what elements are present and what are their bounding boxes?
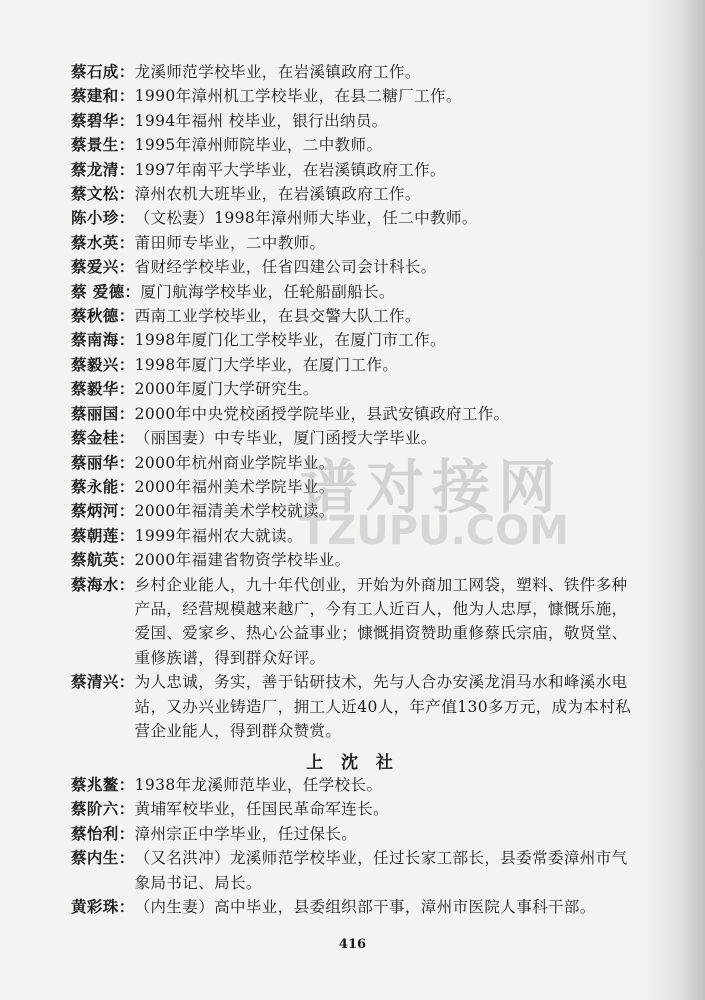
list-item bbox=[71, 304, 671, 328]
person-description: 1994年福州 校毕业，银行出纳员。 bbox=[134, 111, 388, 130]
person-name: 蔡石成： bbox=[71, 62, 135, 81]
person-name: 蔡丽国： bbox=[71, 403, 135, 423]
person-name: 蔡怡利： bbox=[71, 823, 135, 843]
list-item bbox=[71, 797, 671, 821]
person-description: 厦门航海学校毕业，任轮船副船长。 bbox=[140, 282, 395, 301]
person-description: 2000年福建省物资学校毕业。 bbox=[134, 551, 351, 570]
person-name: 蔡景生： bbox=[71, 135, 135, 155]
person-description: 漳州宗正中学毕业，任过保长。 bbox=[134, 824, 358, 843]
list-item bbox=[71, 182, 671, 206]
person-name: 蔡永能： bbox=[71, 476, 135, 496]
list-item bbox=[71, 822, 671, 846]
person-description: 为人忠诚，务实，善于钻研技术，先与人合办安溪龙涓马水和峰溪水电 站，又办兴业铸造厂，拥工人近40人，年产值130多万元，成为本村私 营企业能人，得到群众赞赏。 bbox=[134, 673, 632, 740]
person-description: 黄埔军校毕业，任国民革命军连长。 bbox=[134, 800, 390, 819]
list-item bbox=[71, 280, 671, 304]
person-description: （文松妻）1998年漳州师大毕业，任二中教师。 bbox=[134, 209, 478, 228]
list-item bbox=[71, 60, 671, 84]
person-name: 蔡兆鳌： bbox=[71, 775, 135, 794]
person-name: 蔡建和： bbox=[71, 86, 135, 106]
person-name: 蔡阶六： bbox=[71, 799, 135, 819]
person-description: 2000年杭州商业学院毕业。 bbox=[134, 453, 335, 472]
list-item bbox=[71, 773, 671, 797]
person-name: 蔡龙清： bbox=[71, 159, 135, 179]
person-name: 蔡南海： bbox=[71, 330, 135, 350]
person-name: 蔡 爱德： bbox=[71, 281, 141, 301]
person-name: 蔡金桂： bbox=[71, 428, 135, 448]
list-item bbox=[71, 328, 671, 352]
person-description: 西南工业学校毕业，在县交警大队工作。 bbox=[134, 307, 421, 326]
person-description: （丽国妻）中专毕业，厦门函授大学毕业。 bbox=[134, 429, 437, 448]
person-name: 蔡海水： bbox=[71, 574, 135, 594]
person-name: 蔡毅兴： bbox=[71, 354, 135, 374]
person-description: 乡村企业能人，九十年代创业，开始为外商加工网袋，塑料、铁件多种 产品，经营规模越来越广，今有工人近百人，他为人忠厚，慷慨乐施， 爱国、爱家乡、热心公益事业；慷慨捐资赞助重修蔡氏宗庙，敬贤堂、 重修族谱，得到群众好评。 bbox=[134, 575, 628, 667]
person-name: 蔡毅华： bbox=[71, 379, 135, 399]
list-item bbox=[71, 84, 671, 108]
list-item bbox=[71, 573, 671, 671]
list-item bbox=[71, 402, 671, 426]
person-description: 1938年龙溪师范毕业，任学校长。 bbox=[134, 776, 383, 794]
person-description: 1990年漳州机工学校毕业，在县二糖厂工作。 bbox=[134, 87, 462, 106]
page-number: 416 bbox=[338, 937, 367, 952]
person-name: 陈小珍： bbox=[71, 208, 135, 228]
person-name: 蔡丽华： bbox=[71, 452, 135, 472]
person-description: 1998年厦门化工学校毕业，在厦门市工作。 bbox=[134, 331, 446, 350]
person-description: 1997年南平大学毕业，在岩溪镇政府工作。 bbox=[134, 160, 446, 179]
list-item bbox=[71, 353, 671, 377]
person-description: 莆田师专毕业，二中教师。 bbox=[134, 233, 326, 252]
list-item bbox=[71, 377, 671, 401]
person-name: 蔡内生： bbox=[71, 848, 135, 868]
list-item bbox=[71, 670, 671, 743]
person-description: 1998年厦门大学毕业，在厦门工作。 bbox=[134, 355, 399, 374]
person-name: 蔡清兴： bbox=[71, 672, 135, 692]
section-title: 上 沈 社 bbox=[306, 753, 399, 773]
person-description: 2000年厦门大学研究生。 bbox=[134, 380, 319, 399]
person-description: 1995年漳州师院毕业，二中教师。 bbox=[134, 136, 383, 155]
entry-list-1 bbox=[71, 60, 671, 743]
list-item bbox=[71, 206, 671, 230]
person-description: 2000年福州美术学院毕业。 bbox=[134, 477, 335, 496]
watermark-url: TZUPU.COM bbox=[300, 508, 569, 554]
entry-list-2 bbox=[71, 773, 671, 919]
list-item bbox=[71, 158, 671, 182]
person-name: 黄彩珠： bbox=[71, 897, 135, 917]
list-item bbox=[71, 255, 671, 279]
watermark-text: 谱对接网 bbox=[300, 453, 565, 521]
person-description: 龙溪师范学校毕业，在岩溪镇政府工作。 bbox=[134, 63, 421, 81]
person-name: 蔡爱兴： bbox=[71, 257, 135, 277]
list-item bbox=[71, 846, 671, 895]
person-description: （又名洪冲）龙溪师范学校毕业，任过长家工部长，县委常委漳州市气 象局书记、局长。 bbox=[134, 849, 628, 892]
person-name: 蔡水英： bbox=[71, 232, 135, 252]
person-name: 蔡朝莲： bbox=[71, 525, 135, 545]
person-name: 蔡炳河： bbox=[71, 501, 135, 521]
list-item bbox=[71, 895, 671, 919]
person-description: 2000年福清美术学校就读。 bbox=[134, 502, 335, 521]
person-description: 省财经学校毕业，任省四建公司会计科长。 bbox=[134, 258, 437, 277]
list-item bbox=[71, 133, 671, 157]
scan-shadow-edge bbox=[645, 0, 705, 1000]
person-description: 漳州农机大班毕业，在岩溪镇政府工作。 bbox=[134, 185, 421, 204]
person-description: （内生妻）高中毕业，县委组织部干事，漳州市医院人事科干部。 bbox=[134, 898, 596, 917]
person-name: 蔡碧华： bbox=[71, 110, 135, 130]
list-item bbox=[71, 109, 671, 133]
person-name: 蔡文松： bbox=[71, 184, 135, 204]
list-item bbox=[71, 231, 671, 255]
person-name: 蔡秋德： bbox=[71, 306, 135, 326]
person-description: 1999年福州农大就读。 bbox=[134, 526, 303, 545]
person-description: 2000年中央党校函授学院毕业，县武安镇政府工作。 bbox=[134, 404, 510, 423]
person-name: 蔡航英： bbox=[71, 550, 135, 570]
